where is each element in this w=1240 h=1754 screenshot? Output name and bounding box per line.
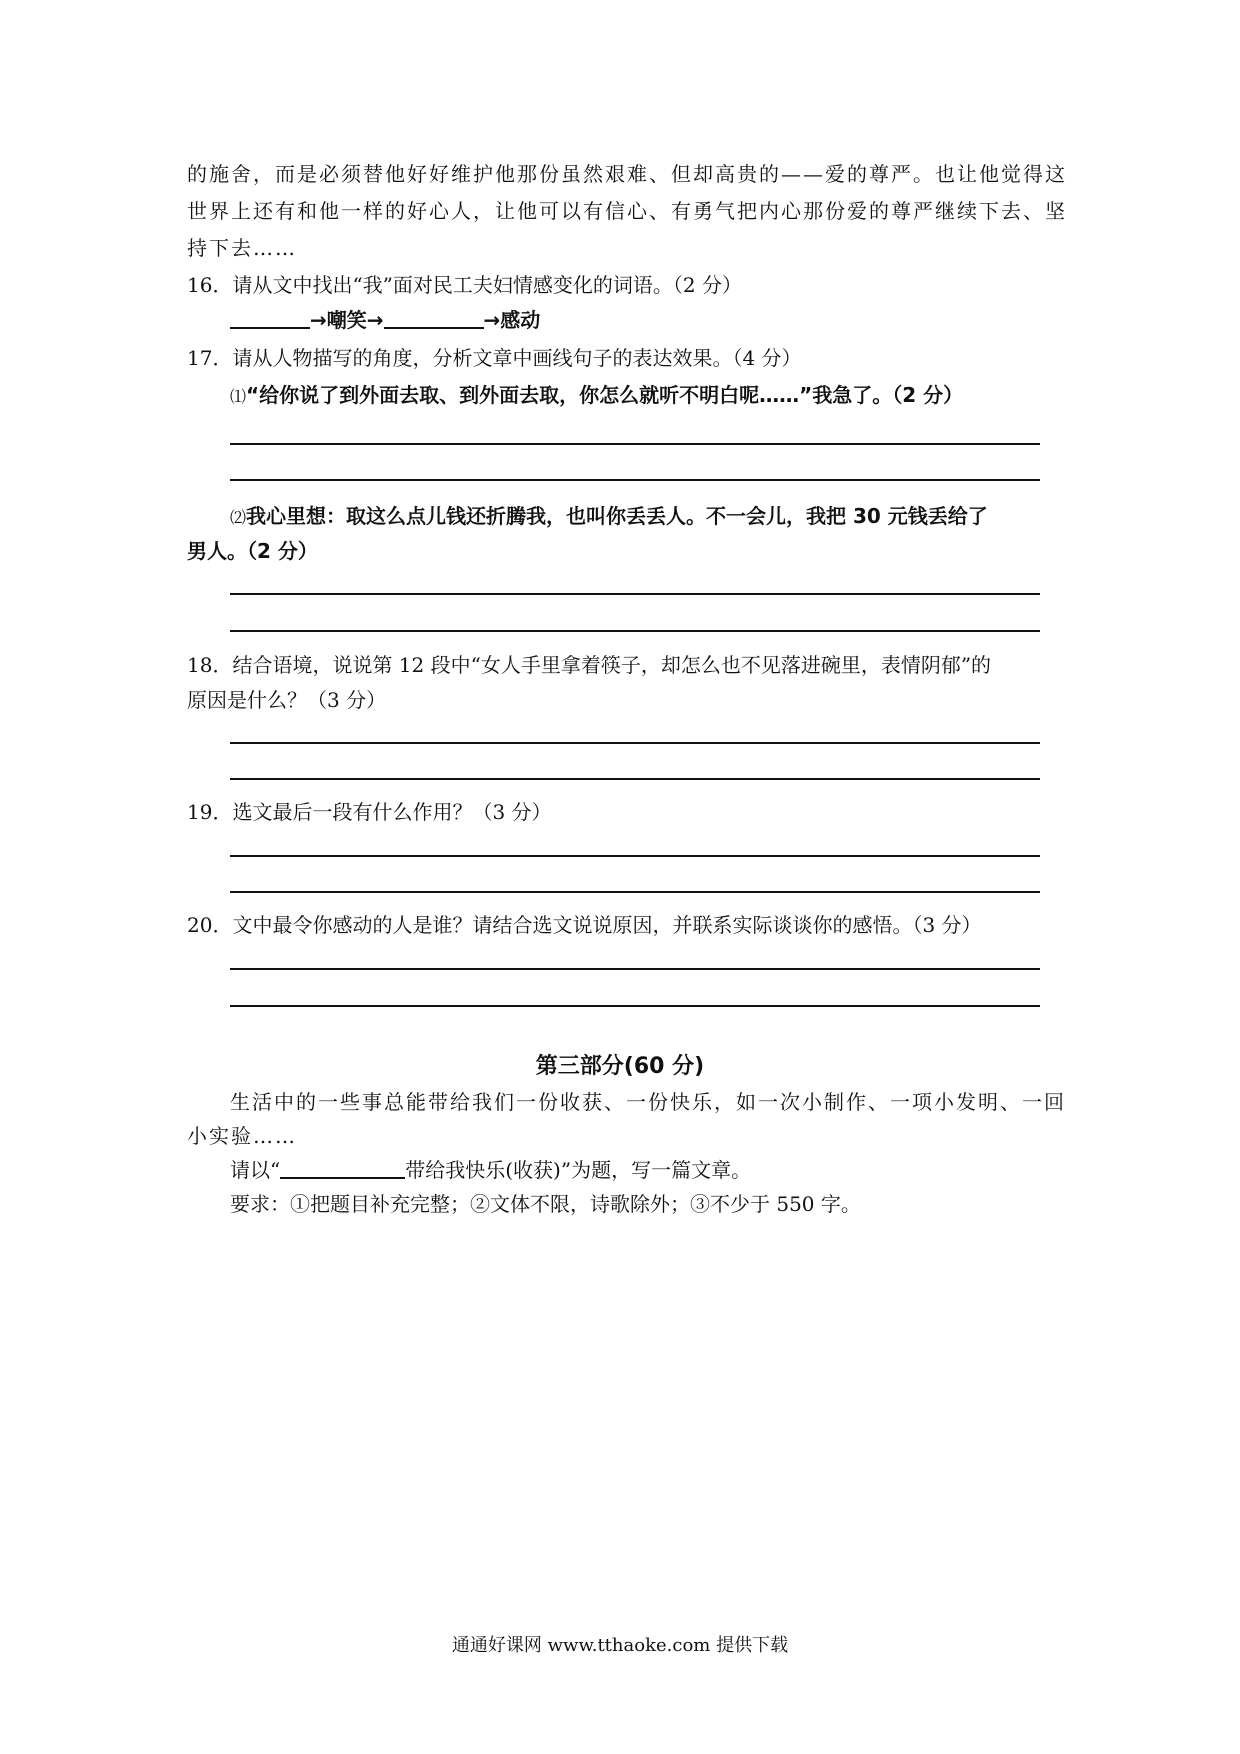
answer-line-20a[interactable]: [230, 968, 1040, 970]
passage-line-3: 持下去……: [187, 236, 297, 260]
answer-line-17-2b[interactable]: [230, 630, 1040, 632]
question-16-answer-row: [230, 305, 1100, 335]
question-18-line-2: 原因是什么？（3 分）: [187, 688, 387, 712]
question-17: 17．请从人物描写的角度，分析文章中画线句子的表达效果。（4 分）: [187, 346, 802, 370]
answer-line-17-1a[interactable]: [230, 443, 1040, 445]
sub-number: ⑴: [230, 387, 247, 406]
question-19: 19．选文最后一段有什么作用？（3 分）: [187, 800, 552, 824]
prompt-suffix: 带给我快乐(收获)”为题，写一篇文章。: [405, 1158, 752, 1182]
page-footer: 通通好课网 www.tthaoke.com 提供下载: [451, 1635, 789, 1656]
answer-line-20b[interactable]: [230, 1005, 1040, 1007]
question-18-line-1: 18．结合语境，说说第 12 段中“女人手里拿着筷子，却怎么也不见落进碗里，表情阴郁”的: [187, 653, 992, 677]
part3-intro-line-2: 小实验……: [187, 1124, 297, 1148]
question-17-sub-1: [230, 380, 1100, 412]
passage-line-1: 的施舍，而是必须替他好好维护他那份虽然艰难、但却高贵的——爱的尊严。也让他觉得这: [187, 162, 1067, 186]
underlined-sentence-2: 我心里想：取这么点儿钱还折腾我，也叫你丢丢人。不一会儿，我把 30 元钱丢给了: [246, 504, 988, 528]
part3-intro-line-1: 生活中的一些事总能带给我们一份收获、一份快乐，如一次小制作、一项小发明、一回: [230, 1090, 1066, 1114]
answer-line-18a[interactable]: [230, 742, 1040, 744]
arrow-text-2: →感动: [483, 308, 541, 332]
answer-line-17-2a[interactable]: [230, 593, 1040, 595]
sub-number: ⑵: [230, 508, 247, 527]
arrow-text-1: →嘲笑→: [310, 308, 384, 332]
part3-prompt: [230, 1155, 1100, 1185]
question-17-sub-2: [230, 501, 1100, 533]
question-16: 16．请从文中找出“我”面对民工夫妇情感变化的词语。（2 分）: [187, 273, 742, 297]
answer-blank-2[interactable]: [384, 305, 484, 329]
answer-line-17-1b[interactable]: [230, 479, 1040, 481]
prompt-prefix: 请以“: [230, 1158, 281, 1182]
title-blank[interactable]: [280, 1157, 405, 1179]
answer-line-18b[interactable]: [230, 778, 1040, 780]
question-17-sub-2-cont: 男人。（2 分）: [187, 539, 318, 563]
part3-requirements: 要求：①把题目补充完整；②文体不限，诗歌除外；③不少于 550 字。: [230, 1192, 861, 1216]
answer-line-19a[interactable]: [230, 855, 1040, 857]
question-20: 20．文中最令你感动的人是谁？请结合选文说说原因，并联系实际谈谈你的感悟。（3 分）: [187, 913, 982, 937]
answer-line-19b[interactable]: [230, 891, 1040, 893]
answer-blank-1[interactable]: [230, 305, 310, 329]
underlined-sentence-1: “给你说了到外面去取、到外面去取，你怎么就听不明白呢……”我急了。（2 分）: [246, 383, 964, 407]
passage-line-2: 世界上还有和他一样的好心人，让他可以有信心、有勇气把内心那份爱的尊严继续下去、坚: [187, 199, 1067, 223]
section-title: 第三部分(60 分): [535, 1054, 705, 1079]
